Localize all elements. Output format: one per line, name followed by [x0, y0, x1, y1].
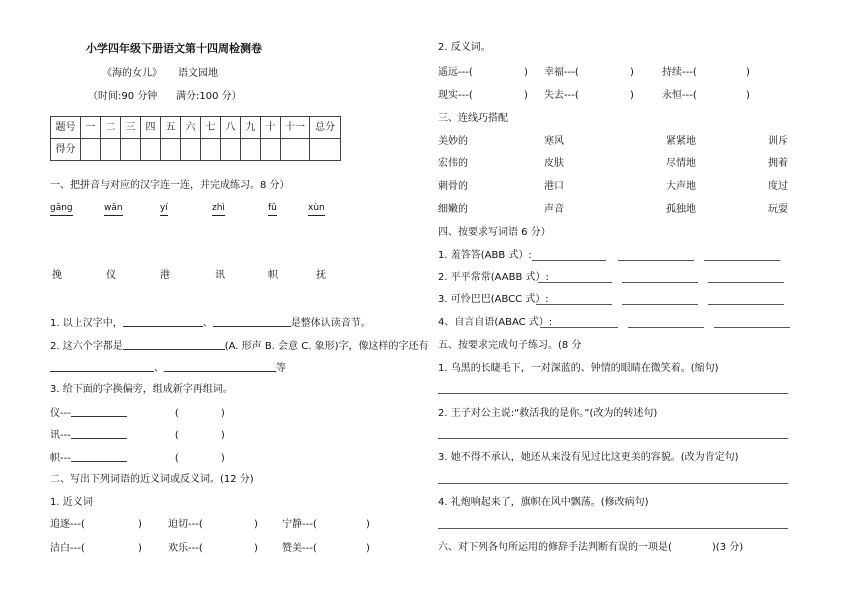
- pinyin-item[interactable]: wǎn: [104, 203, 123, 216]
- paren-left: (: [174, 408, 179, 419]
- paren-right: ): [220, 430, 225, 441]
- answer-line[interactable]: [622, 304, 698, 305]
- section5-question-2: 2. 王子对公主说:“救活我的是你。”(改为的转述句): [438, 408, 658, 419]
- radical-char: 帜---: [50, 453, 71, 464]
- answer-blank[interactable]: [213, 316, 291, 327]
- s1-question-3: 3. 给下面的字换偏旁，组成新字再组词。: [50, 384, 233, 395]
- section4-item: 2. 平平常常(AABB 式）:: [438, 272, 549, 283]
- section4-item: 4、自言自语(ABAC 式）:: [438, 317, 553, 328]
- score-cell: 三: [121, 117, 141, 139]
- char-item[interactable]: 港: [160, 270, 170, 281]
- answer-line[interactable]: [708, 304, 784, 305]
- score-input-cell[interactable]: [201, 139, 221, 161]
- score-input-cell[interactable]: [241, 139, 261, 161]
- match-item[interactable]: 度过: [768, 181, 788, 192]
- match-item[interactable]: 港口: [544, 181, 564, 192]
- score-input-cell[interactable]: [261, 139, 281, 161]
- paren-left: (: [174, 430, 179, 441]
- antonym-word: 现实---(: [438, 90, 473, 101]
- synonym-paren-close: ): [366, 543, 370, 554]
- score-row-label: 得分: [51, 139, 81, 161]
- match-item[interactable]: 声音: [544, 204, 564, 215]
- score-input-cell[interactable]: [141, 139, 161, 161]
- antonym-paren-close: ): [524, 67, 528, 78]
- section4-item: 1. 羞答答(ABB 式）:: [438, 250, 532, 261]
- score-input-cell[interactable]: [81, 139, 101, 161]
- antonym-word: 永恒---(: [662, 90, 697, 101]
- s1-q1-text-c: 是整体认读音节。: [290, 318, 371, 329]
- match-item[interactable]: 尽情地: [666, 158, 696, 169]
- s1-question-1: [50, 316, 371, 330]
- synonym-word: 洁白---(: [50, 543, 85, 554]
- answer-blank[interactable]: [164, 361, 276, 372]
- synonym-word: 赞美---(: [282, 543, 317, 554]
- s1-q2-text-b: (A. 形声 B. 会意 C. 象形)字，像这样的字还有: [224, 341, 429, 352]
- answer-blank[interactable]: [71, 451, 127, 462]
- score-cell: 题号: [51, 117, 81, 139]
- char-item[interactable]: 帜: [268, 270, 278, 281]
- radical-row: [50, 451, 225, 465]
- s1-question-2-cont: [50, 361, 286, 375]
- match-item[interactable]: 训斥: [768, 136, 788, 147]
- paren-left: (: [174, 453, 179, 464]
- char-item[interactable]: 抚: [316, 270, 326, 281]
- section2-sub1: 1. 近义词: [50, 497, 93, 508]
- match-item[interactable]: 紧紧地: [666, 136, 696, 147]
- time-info: （时间:90 分钟: [88, 91, 158, 102]
- answer-line[interactable]: [540, 327, 618, 328]
- exam-title: 小学四年级下册语文第十四周检测卷: [86, 42, 262, 55]
- score-table: [50, 116, 341, 161]
- s1-q1-text-b: 、: [202, 318, 213, 329]
- score-table-score-row: [51, 139, 341, 161]
- match-item[interactable]: 大声地: [666, 181, 696, 192]
- score-cell: 总分: [310, 117, 341, 139]
- answer-blank[interactable]: [50, 361, 154, 372]
- synonym-paren-close: ): [138, 519, 142, 530]
- score-cell: 一: [81, 117, 101, 139]
- answer-line[interactable]: [714, 327, 790, 328]
- char-item[interactable]: 挽: [52, 270, 62, 281]
- score-input-cell[interactable]: [310, 139, 341, 161]
- s1-question-2: [50, 339, 428, 353]
- s1-q1-text-a: 1. 以上汉字中，: [50, 318, 123, 329]
- section5-question-1: 1. 乌黑的长睫毛下，一对深蓝的、钟情的眼睛在微笑着。(缩句): [438, 363, 719, 374]
- answer-line[interactable]: [438, 528, 788, 529]
- synonym-word: 欢乐---(: [168, 543, 203, 554]
- answer-blank[interactable]: [123, 339, 225, 350]
- section6-heading: [438, 542, 743, 554]
- score-input-cell[interactable]: [101, 139, 121, 161]
- answer-line[interactable]: [438, 438, 788, 439]
- score-input-cell[interactable]: [161, 139, 181, 161]
- antonym-paren-close: ): [524, 90, 528, 101]
- score-table-header-row: [51, 117, 341, 139]
- score-input-cell[interactable]: [121, 139, 141, 161]
- char-item[interactable]: 仪: [106, 270, 116, 281]
- radical-char: 仪---: [50, 408, 71, 419]
- char-item[interactable]: 讯: [215, 270, 225, 281]
- antonym-paren-close: ): [746, 67, 750, 78]
- paren-right: ): [220, 408, 225, 419]
- answer-line[interactable]: [438, 483, 788, 484]
- antonym-word: 持续---(: [662, 67, 697, 78]
- score-cell: 八: [221, 117, 241, 139]
- synonym-word: 迫切---(: [168, 519, 203, 530]
- answer-line[interactable]: [622, 282, 698, 283]
- answer-line[interactable]: [708, 282, 784, 283]
- synonym-word: 宁静---(: [282, 519, 317, 530]
- match-item[interactable]: 宏伟的: [438, 158, 468, 169]
- antonym-word: 幸福---(: [544, 67, 579, 78]
- section4-item: 3. 可怜巴巴(ABCC 式）:: [438, 294, 549, 305]
- answer-line[interactable]: [532, 260, 606, 261]
- match-item[interactable]: 孤独地: [666, 204, 696, 215]
- answer-line[interactable]: [438, 393, 788, 394]
- match-item[interactable]: 刺骨的: [438, 181, 468, 192]
- score-cell: 五: [161, 117, 181, 139]
- match-item[interactable]: 细嫩的: [438, 204, 468, 215]
- pinyin-item[interactable]: xùn: [308, 203, 325, 216]
- match-item[interactable]: 寒风: [544, 136, 564, 147]
- section2-sub2: 2. 反义词。: [438, 42, 491, 53]
- answer-line[interactable]: [628, 327, 704, 328]
- antonym-word: 遥远---(: [438, 67, 473, 78]
- answer-line[interactable]: [536, 304, 612, 305]
- section2-heading: 二、写出下列词语的近义词或反义词。(12 分): [50, 474, 254, 485]
- synonym-word: 追逐---(: [50, 519, 85, 530]
- subtitle-book: 《海的女儿》: [102, 68, 162, 79]
- section6-heading-b: )(3 分): [711, 542, 744, 553]
- score-cell: 七: [201, 117, 221, 139]
- score-cell: 九: [241, 117, 261, 139]
- synonym-paren-close: ): [254, 543, 258, 554]
- match-item[interactable]: 皮肤: [544, 158, 564, 169]
- pinyin-item[interactable]: zhì: [212, 203, 225, 216]
- synonym-paren-close: ): [254, 519, 258, 530]
- radical-row: [50, 428, 225, 442]
- answer-line[interactable]: [618, 260, 694, 261]
- s1-q2-text-d: 等: [276, 363, 286, 374]
- synonym-paren-close: ): [138, 543, 142, 554]
- section6-heading-a: 六、对下列各句所运用的修辞手法判断有误的一项是(: [438, 542, 672, 553]
- s1-q2-text-c: 、: [154, 363, 164, 374]
- radical-row: [50, 406, 225, 420]
- match-item[interactable]: 玩耍: [768, 204, 788, 215]
- score-cell: 二: [101, 117, 121, 139]
- answer-line[interactable]: [538, 282, 612, 283]
- score-cell: 十一: [281, 117, 310, 139]
- s1-q2-text-a: 2. 这六个字都是: [50, 341, 123, 352]
- score-cell: 六: [181, 117, 201, 139]
- match-item[interactable]: 美妙的: [438, 136, 468, 147]
- score-input-cell[interactable]: [281, 139, 310, 161]
- section5-question-3: 3. 她不得不承认，她还从来没有见过比这更美的容貌。(改为肯定句): [438, 452, 739, 463]
- score-cell: 四: [141, 117, 161, 139]
- antonym-paren-close: ): [746, 90, 750, 101]
- answer-blank[interactable]: [123, 316, 203, 327]
- pinyin-item[interactable]: fǔ: [268, 203, 277, 216]
- pinyin-item[interactable]: yí: [160, 203, 168, 216]
- answer-blank[interactable]: [71, 406, 127, 417]
- paren-right: ): [220, 453, 225, 464]
- radical-char: 讯---: [50, 430, 71, 441]
- subtitle-unit: 语文园地: [178, 68, 218, 79]
- section5-heading: 五、按要求完成句子练习。(8 分: [438, 340, 582, 351]
- score-input-cell[interactable]: [181, 139, 201, 161]
- section4-heading: 四、按要求写词语 6 分）: [438, 227, 551, 238]
- synonym-paren-close: ): [366, 519, 370, 530]
- answer-blank[interactable]: [71, 428, 127, 439]
- answer-line[interactable]: [704, 260, 780, 261]
- antonym-word: 失去---(: [544, 90, 579, 101]
- section5-question-4: 4. 礼炮响起来了，旗帜在风中飘荡。(修改病句): [438, 497, 649, 508]
- pinyin-item[interactable]: gǎng: [50, 203, 73, 216]
- section1-heading: 一、把拼音与对应的汉字连一连，并完成练习。8 分）: [50, 180, 290, 191]
- antonym-paren-close: ): [630, 90, 634, 101]
- section3-heading: 三、连线巧搭配: [438, 113, 508, 124]
- score-input-cell[interactable]: [221, 139, 241, 161]
- score-cell: 十: [261, 117, 281, 139]
- antonym-paren-close: ): [630, 67, 634, 78]
- score-info: 满分:100 分）: [176, 91, 242, 102]
- match-item[interactable]: 拥着: [768, 158, 788, 169]
